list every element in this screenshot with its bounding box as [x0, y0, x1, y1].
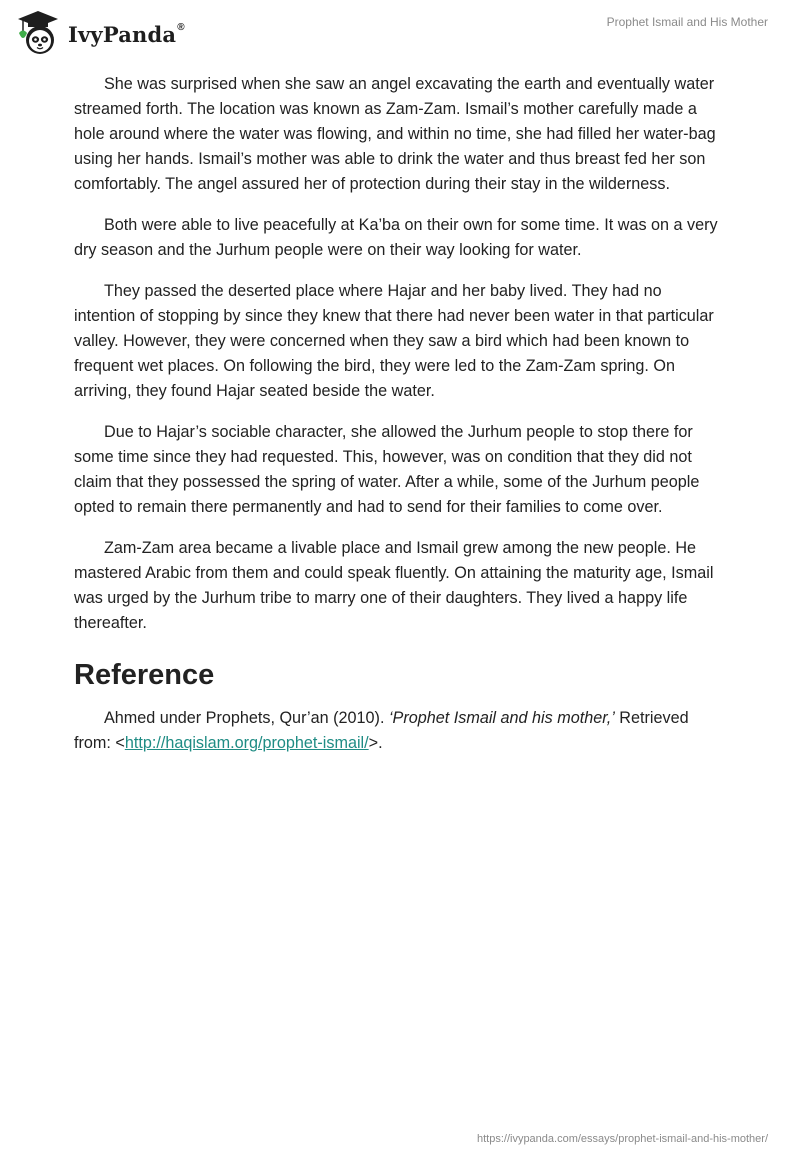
page-header [0, 0, 800, 64]
paragraph-4: Due to Hajar’s sociable character, she allowed the Jurhum people to stop there for some time since they had requested. This, however, was on condition that they did not claim that they possessed the spring of water. After a while, some of the Jurhum people opted to remain there permanently and had to send for their families to come over. [74, 423, 700, 516]
reference-entry [74, 706, 726, 756]
paragraph-3: They passed the deserted place where Hajar and her baby lived. They had no intention of stopping by since they knew that there had never been water in that particular valley. However, they were concerned when they saw a bird which had been known to frequent wet places. On following the bird, they were led to the Zam-Zam spring. On arriving, they found Hajar seated beside the water. [74, 282, 714, 400]
reference-link[interactable]: http://haqislam.org/prophet-ismail/ [124, 734, 369, 752]
logo-wordmark: IvyPanda® [68, 21, 185, 47]
essay-content [74, 72, 726, 772]
reference-suffix: >. [368, 734, 383, 752]
reference-prefix: Ahmed under Prophets, Qur’an (2010). [104, 709, 389, 727]
reference-retrieved: Retrieved from: < [74, 709, 689, 752]
registered-mark: ® [177, 21, 185, 33]
ivypanda-logo[interactable] [14, 9, 185, 57]
panda-graduation-cap-icon [14, 9, 62, 57]
paragraph-1: She was surprised when she saw an angel excavating the earth and eventually water streamed forth. The location was known as Zam-Zam. Ismail’s mother carefully made a hole around where the water was flowing, and within no time, she had filled her water-bag using her hands. Ismail’s mother was able to drink the water and thus breast fed her son comfortably. The angel assured her of protection during their stay in the wilderness. [74, 75, 716, 193]
footer-url: https://ivypanda.com/essays/prophet-ismail-and-his-mother/ [476, 1133, 768, 1145]
reference-heading: Reference [74, 659, 215, 691]
paragraph-2: Both were able to live peacefully at Ka’ba on their own for some time. It was on a very dry season and the Jurhum people were on their way looking for water. [74, 216, 718, 259]
reference-title: ‘Prophet Ismail and his mother,’ [388, 709, 615, 727]
running-title: Prophet Ismail and His Mother [606, 15, 768, 29]
paragraph-5: Zam-Zam area became a livable place and Ismail grew among the new people. He mastered Arabic from them and could speak fluently. On attaining the maturity age, Ismail was urged by the Jurhum tribe to marry one of their daughters. They lived a happy life thereafter. [74, 539, 714, 632]
